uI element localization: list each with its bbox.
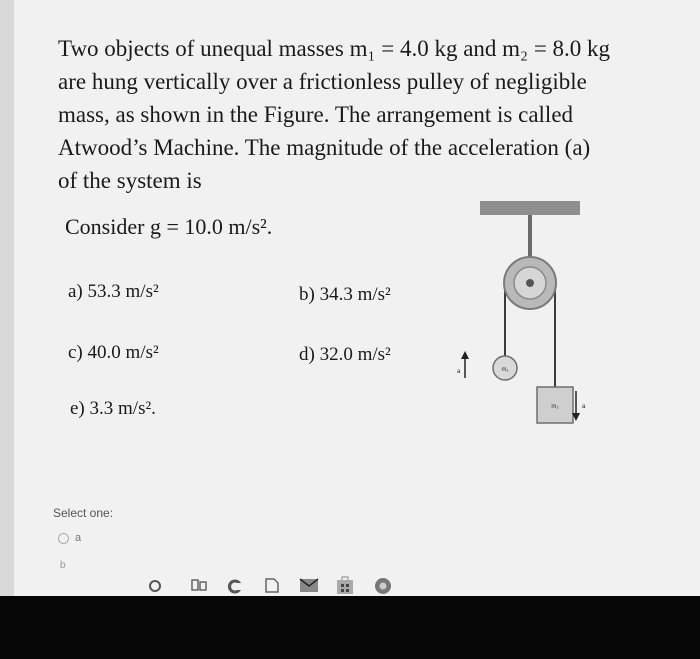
- mail-icon[interactable]: [298, 575, 320, 595]
- question-line: Atwood’s Machine. The magnitude of the acceleration (a): [58, 135, 591, 160]
- option-c: c) 40.0 m/s²: [68, 342, 159, 363]
- ceiling-bar: [480, 201, 580, 215]
- window-edge: [0, 0, 14, 596]
- option-d: d) 32.0 m/s²: [299, 344, 391, 365]
- mass-2-label: m₂: [551, 404, 559, 410]
- question-text: [58, 32, 688, 197]
- search-icon[interactable]: [147, 578, 165, 596]
- store-icon[interactable]: [335, 574, 355, 596]
- radio-button[interactable]: [58, 533, 69, 544]
- answer-choice-label: a: [75, 532, 82, 544]
- option-e: e) 3.3 m/s².: [70, 398, 156, 419]
- answer-choice-a[interactable]: [58, 532, 81, 544]
- atwood-figure: [440, 195, 600, 455]
- arrow-up-head: [461, 351, 469, 359]
- option-b: b) 34.3 m/s²: [299, 284, 391, 305]
- pulley-axle: [526, 279, 534, 287]
- task-view-icon[interactable]: [190, 577, 208, 595]
- option-a: a) 53.3 m/s²: [68, 281, 159, 302]
- question-line: of the system is: [58, 168, 202, 193]
- gravity-note: Consider g = 10.0 m/s².: [65, 214, 273, 239]
- accel-label-down: a: [582, 404, 586, 410]
- question-line: are hung vertically over a frictionless pulley of negligible: [58, 69, 587, 94]
- answer-choice-label: b: [60, 560, 66, 571]
- accel-label-up: a: [457, 369, 461, 375]
- select-prompt: Select one:: [53, 506, 114, 520]
- edge-icon[interactable]: [225, 576, 245, 596]
- taskbar: [0, 596, 700, 659]
- mass-1-label: m₁: [501, 367, 509, 373]
- question-line: mass, as shown in the Figure. The arrangement is called: [58, 102, 574, 127]
- chrome-icon[interactable]: [373, 576, 393, 596]
- question-line: Two objects of unequal masses m₁ = 4.0 kg and m₂ = 8.0 kg: [58, 36, 611, 61]
- answer-choice-b[interactable]: [60, 560, 66, 571]
- files-icon[interactable]: [262, 575, 282, 595]
